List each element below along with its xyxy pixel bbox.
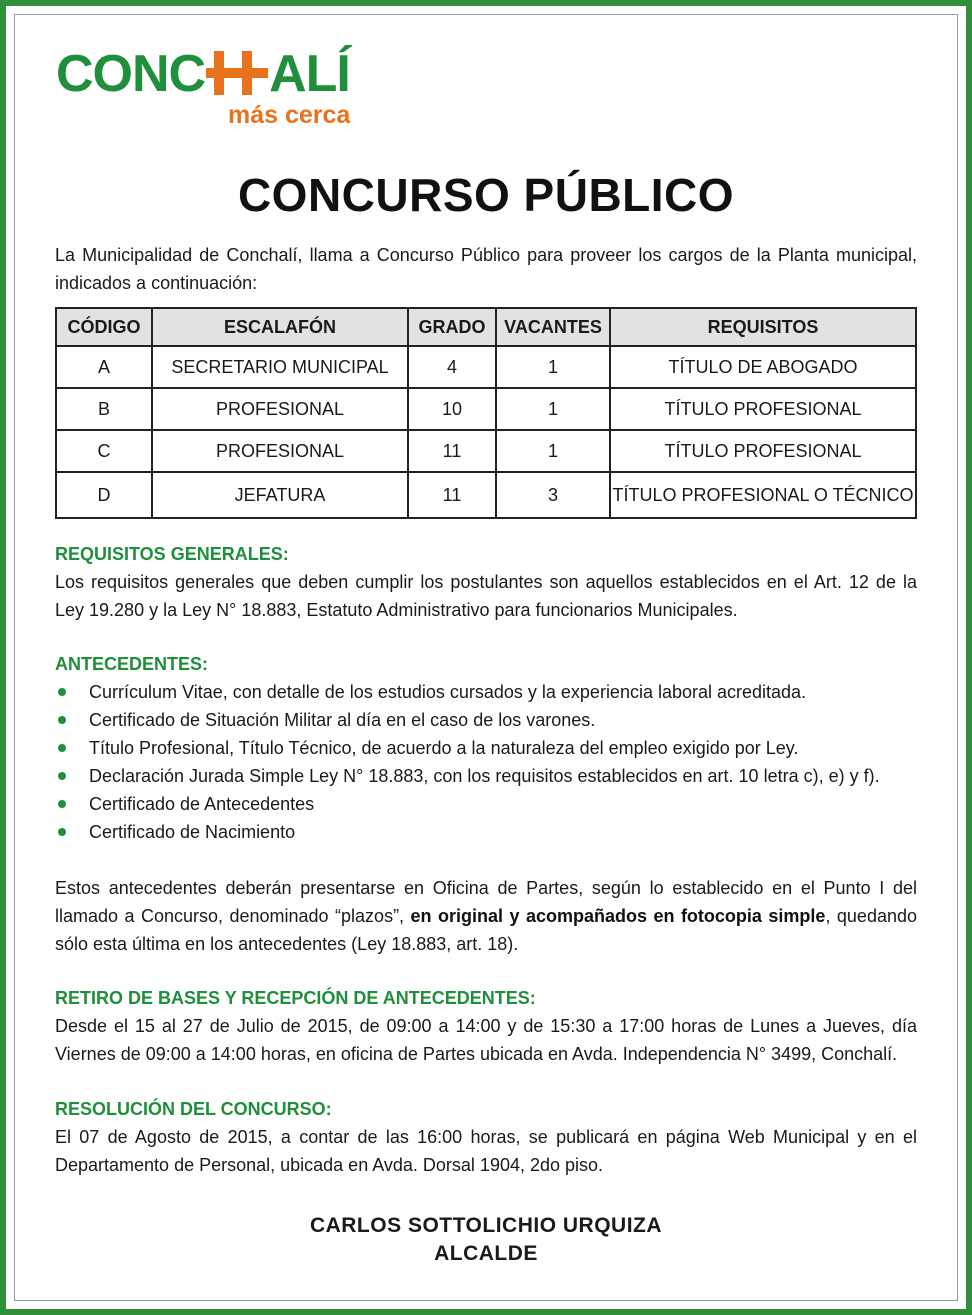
header-codigo: CÓDIGO bbox=[56, 308, 152, 346]
table-header-row bbox=[56, 308, 916, 346]
logo-text-a: CONC bbox=[56, 45, 206, 103]
cell-vacantes: 1 bbox=[496, 430, 610, 472]
cell-codigo: D bbox=[56, 472, 152, 518]
bullet-icon bbox=[58, 744, 66, 752]
cell-requisitos: TÍTULO PROFESIONAL O TÉCNICO bbox=[610, 472, 916, 518]
table-row bbox=[56, 346, 916, 388]
positions-table bbox=[55, 307, 917, 519]
header-escalafon: ESCALAFÓN bbox=[152, 308, 408, 346]
header-vacantes: VACANTES bbox=[496, 308, 610, 346]
list-item: Título Profesional, Título Técnico, de acuerdo a la naturaleza del empleo exigido por Ley. bbox=[55, 734, 917, 762]
bullet-icon bbox=[58, 800, 66, 808]
retiro-heading: RETIRO DE BASES Y RECEPCIÓN DE ANTECEDENTES: bbox=[55, 988, 536, 1008]
cell-escalafon: PROFESIONAL bbox=[152, 430, 408, 472]
retiro-paragraph: Desde el 15 al 27 de Julio de 2015, de 09:00 a 14:00 y de 15:30 a 17:00 horas de Lunes a Jueves, día Viernes de 09:00 a 14:00 horas, en oficina de Partes ubicada en Avda. Independencia N° 3499, Conchalí. bbox=[55, 1016, 917, 1064]
table-row bbox=[56, 472, 916, 518]
cell-vacantes: 3 bbox=[496, 472, 610, 518]
cell-escalafon: JEFATURA bbox=[152, 472, 408, 518]
resolucion-heading: RESOLUCIÓN DEL CONCURSO: bbox=[55, 1099, 332, 1119]
cell-codigo: C bbox=[56, 430, 152, 472]
table-row bbox=[56, 388, 916, 430]
intro-paragraph: La Municipalidad de Conchalí, llama a Concurso Público para proveer los cargos de la Planta municipal, indicados a continuación: bbox=[55, 245, 917, 293]
header-requisitos: REQUISITOS bbox=[610, 308, 916, 346]
bullet-icon bbox=[58, 688, 66, 696]
list-item: Certificado de Antecedentes bbox=[55, 790, 917, 818]
list-item: Currículum Vitae, con detalle de los estudios cursados y la experiencia laboral acreditada. bbox=[55, 678, 917, 706]
list-item: Certificado de Situación Militar al día en el caso de los varones. bbox=[55, 706, 917, 734]
page-title: CONCURSO PÚBLICO bbox=[237, 169, 735, 221]
cell-grado: 11 bbox=[408, 472, 496, 518]
bullet-icon bbox=[58, 716, 66, 724]
logo-tagline: más cerca bbox=[228, 101, 351, 129]
antecedentes-heading: ANTECEDENTES: bbox=[55, 654, 209, 674]
signature-name: CARLOS SOTTOLICHIO URQUIZA bbox=[309, 1214, 663, 1237]
signature-role: ALCALDE bbox=[434, 1242, 538, 1265]
logo-wordmark bbox=[56, 45, 350, 103]
cell-vacantes: 1 bbox=[496, 346, 610, 388]
cell-codigo: B bbox=[56, 388, 152, 430]
header-grado: GRADO bbox=[408, 308, 496, 346]
requisitos-paragraph: Los requisitos generales que deben cumplir los postulantes son aquellos establecidos en el Art. 12 de la Ley 19.280 y la Ley N° 18.883, Estatuto Administrativo para funcionarios Municipales. bbox=[55, 572, 917, 620]
cell-grado: 10 bbox=[408, 388, 496, 430]
cell-escalafon: SECRETARIO MUNICIPAL bbox=[152, 346, 408, 388]
cell-requisitos: TÍTULO PROFESIONAL bbox=[610, 388, 916, 430]
antecedentes-list bbox=[55, 678, 917, 846]
list-item: Certificado de Nacimiento bbox=[55, 818, 917, 846]
emphasis-text: en original y acompañados en fotocopia simple bbox=[410, 906, 826, 926]
table-row bbox=[56, 430, 916, 472]
logo-text-b: ALÍ bbox=[269, 45, 350, 103]
bullet-icon bbox=[58, 828, 66, 836]
cell-grado: 4 bbox=[408, 346, 496, 388]
bullet-icon bbox=[58, 772, 66, 780]
cell-vacantes: 1 bbox=[496, 388, 610, 430]
antecedentes-note: Estos antecedentes deberán presentarse en Oficina de Partes, según lo establecido en el Punto I del llamado a Concurso, denominado “plazos”, en original y acompañados en fotocopia simple, quedando sólo esta última en los antecedentes (Ley 18.883, art. 18). bbox=[55, 878, 917, 954]
cell-codigo: A bbox=[56, 346, 152, 388]
list-item: Declaración Jurada Simple Ley N° 18.883, con los requisitos establecidos en art. 10 letra c), e) y f). bbox=[55, 762, 917, 790]
double-plus-icon bbox=[206, 51, 268, 95]
resolucion-paragraph: El 07 de Agosto de 2015, a contar de las 16:00 horas, se publicará en página Web Municipal y en el Departamento de Personal, ubicada en Avda. Dorsal 1904, 2do piso. bbox=[55, 1127, 917, 1175]
cell-grado: 11 bbox=[408, 430, 496, 472]
cell-requisitos: TÍTULO DE ABOGADO bbox=[610, 346, 916, 388]
requisitos-heading: REQUISITOS GENERALES: bbox=[55, 544, 289, 564]
conchali-logo bbox=[56, 40, 386, 132]
cell-escalafon: PROFESIONAL bbox=[152, 388, 408, 430]
cell-requisitos: TÍTULO PROFESIONAL bbox=[610, 430, 916, 472]
